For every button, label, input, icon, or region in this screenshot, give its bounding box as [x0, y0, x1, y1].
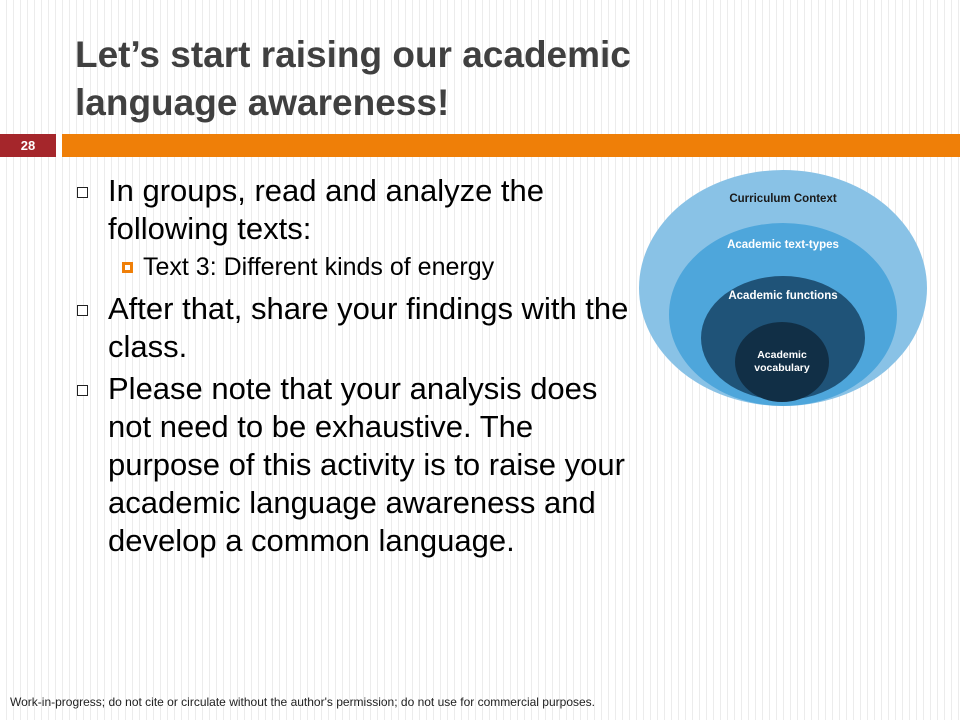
- bullet-text: In groups, read and analyze the following texts:: [108, 173, 545, 246]
- bullet-text: Please note that your analysis does not need to be exhaustive. The purpose of this activity is to raise your academic language awareness and develop a common language.: [108, 371, 625, 558]
- hollow-square-bullet-icon: [77, 385, 88, 396]
- sub-bullet-text: Text 3: Different kinds of energy: [143, 253, 495, 281]
- orange-square-bullet-icon: [122, 262, 133, 273]
- label-academic-vocabulary: Academic vocabulary: [754, 349, 810, 374]
- bullet-item-1: [75, 172, 635, 248]
- slide-title: [75, 31, 795, 127]
- label-academic-text-types: Academic text-types: [727, 239, 839, 251]
- nested-ovals-diagram: [639, 170, 927, 406]
- bullet-list: [75, 172, 635, 564]
- bullet-item-2: [75, 290, 635, 366]
- slide-number-badge: 28: [0, 134, 56, 157]
- label-curriculum-context: Curriculum Context: [729, 193, 837, 205]
- bullet-text: After that, share your findings with the class.: [108, 291, 629, 364]
- bullet-item-3: [75, 370, 635, 560]
- accent-bar: [62, 134, 960, 157]
- sub-bullet-item-1: [75, 252, 635, 282]
- footer-disclaimer: Work-in-progress; do not cite or circulate without the author's permission; do not use for commercial purposes.: [10, 695, 595, 709]
- title-line-2: language awareness!: [75, 82, 450, 123]
- hollow-square-bullet-icon: [77, 305, 88, 316]
- hollow-square-bullet-icon: [77, 187, 88, 198]
- label-academic-functions: Academic functions: [728, 290, 838, 302]
- title-line-1: Let’s start raising our academic: [75, 34, 631, 75]
